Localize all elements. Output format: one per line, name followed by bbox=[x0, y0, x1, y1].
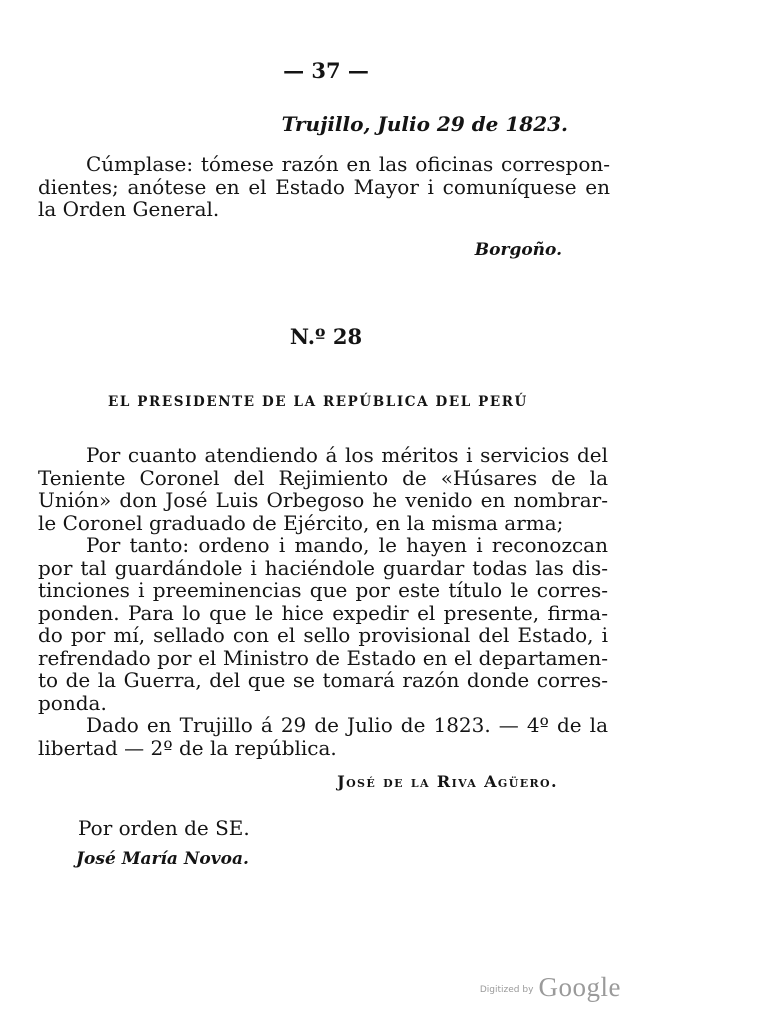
decree-paragraph bbox=[38, 153, 610, 221]
text-line: Cúmplase: tómese razón en las oficinas correspon- bbox=[86, 152, 610, 176]
text-line: do por mí, sellado con el sello provisional del Estado, i bbox=[38, 623, 608, 647]
text-line: Teniente Coronel del Rejimiento de «Húsares de la bbox=[38, 465, 608, 490]
page-number: — 37 — bbox=[283, 58, 369, 83]
text-line: libertad — 2º de la república. bbox=[38, 735, 337, 760]
decree-heading: EL PRESIDENTE DE LA REPÚBLICA DEL PERÚ bbox=[108, 394, 528, 410]
text-line: Dado en Trujillo á 29 de Julio de 1823. — 4º de la bbox=[86, 713, 608, 737]
text-line: Por cuanto atendiendo á los méritos i servicios del bbox=[86, 443, 608, 467]
text-line: la Orden General. bbox=[38, 197, 220, 221]
text-line: le Coronel graduado de Ejército, en la misma arma; bbox=[38, 510, 564, 535]
watermark-small-text: Digitized by bbox=[479, 985, 534, 995]
text-line: ponda. bbox=[38, 690, 107, 715]
order-line: Por orden de SE. bbox=[78, 816, 250, 840]
text-line: refrendado por el Ministro de Estado en el departamen- bbox=[38, 645, 608, 670]
text-line: ponden. Para lo que le hice expedir el presente, firma- bbox=[38, 600, 608, 625]
text-line: por tal guardándole i haciéndole guardar todas las dis- bbox=[38, 555, 608, 580]
signature-borgono: Borgoño. bbox=[474, 240, 562, 260]
text-line: to de la Guerra, del que se tomará razón donde corres- bbox=[38, 668, 608, 692]
google-logo: Google bbox=[538, 972, 621, 1002]
text-line: dientes; anótese en el Estado Mayor i comuníquese en bbox=[38, 174, 610, 199]
minister-signature: José María Novoa. bbox=[76, 849, 249, 869]
president-signature: José de la Riva Agüero. bbox=[337, 772, 558, 791]
decree-date-line: Trujillo, Julio 29 de 1823. bbox=[281, 112, 568, 136]
text-line: Por tanto: ordeno i mando, le hayen i reconozcan bbox=[86, 533, 608, 557]
digitization-watermark bbox=[480, 972, 621, 1003]
decree-body bbox=[38, 444, 608, 759]
text-line: tinciones i preeminencias que por este título le corres- bbox=[38, 578, 608, 602]
text-line: Unión» don José Luis Orbegoso he venido en nombrar- bbox=[38, 488, 608, 512]
document-number: N.º 28 bbox=[289, 324, 363, 349]
